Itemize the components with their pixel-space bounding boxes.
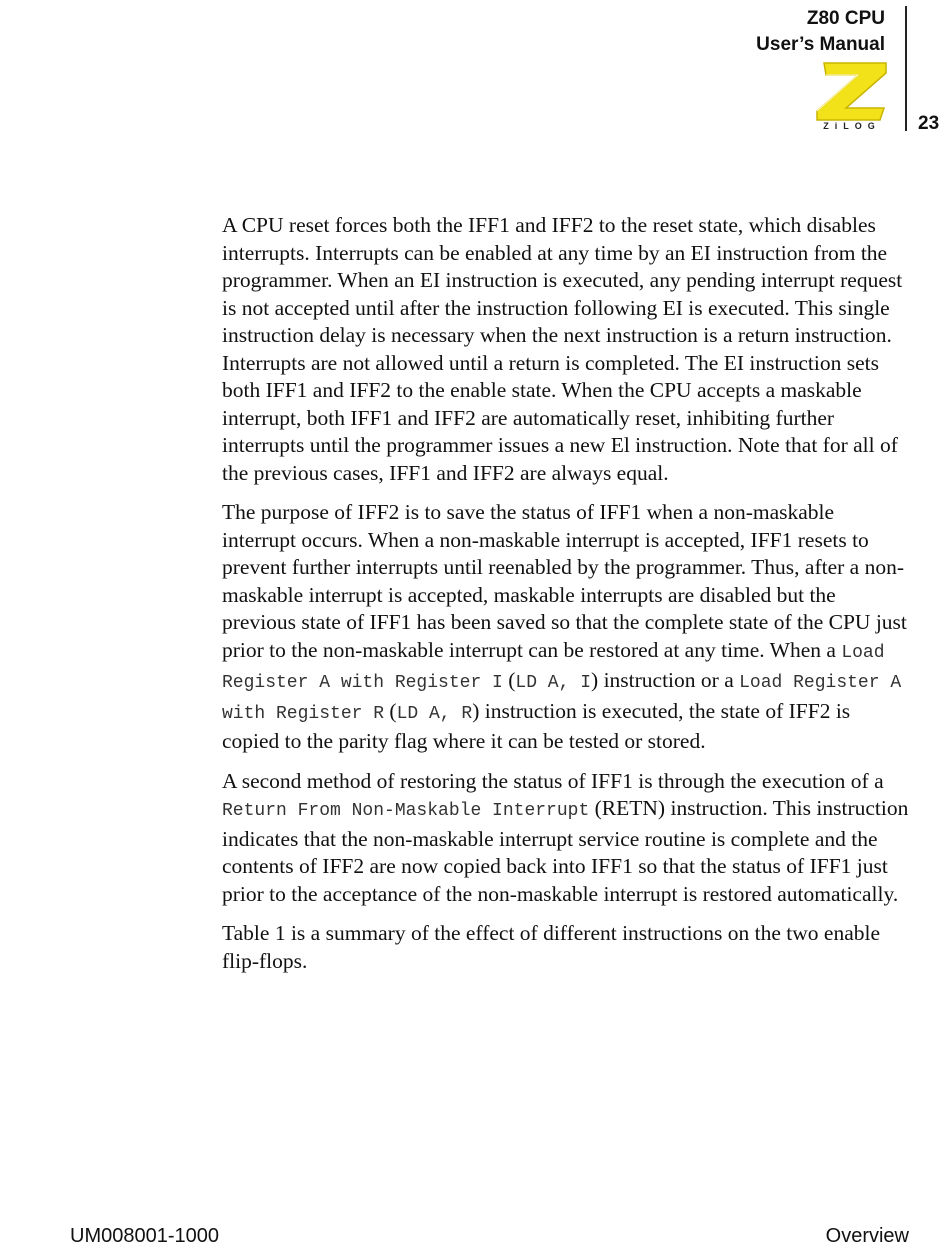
code-ld-a-r: LD A, R bbox=[396, 703, 473, 724]
code-ld-a-i-name: Load Register A with Register I bbox=[222, 642, 885, 693]
paragraph-2-text-5: ) instruction is executed, the state of IFF2 is copied to the parity flag where it can be tested or stored. bbox=[222, 698, 851, 753]
paragraph-1: A CPU reset forces both the IFF1 and IFF2 to the reset state, which disables interrupts. Interrupts can be enabled at any time by an EI instruction from the programmer. When an EI instruction is executed, any pending interrupt request is not accepted until after the instruction following EI is executed. This single instruction delay is necessary when the next instruction is a return instruction. Interrupts are not allowed until a return is completed. The EI instruction sets both IFF1 and IFF2 to the enable state. When the CPU accepts a maskable interrupt, both IFF1 and IFF2 are automatically reset, inhibiting further interrupts until the programmer issues a new El instruction. Note that for all of the previous cases, IFF1 and IFF2 are always equal. bbox=[222, 213, 903, 485]
paragraph-3 bbox=[222, 768, 912, 909]
body-text bbox=[222, 212, 912, 987]
paragraph-2-text-4: ( bbox=[384, 698, 397, 723]
code-ld-a-i: LD A, I bbox=[515, 673, 592, 693]
paragraph-2-text-2: ( bbox=[502, 668, 516, 692]
zilog-logo bbox=[814, 60, 890, 136]
paragraph-2-text-1: The purpose of IFF2 is to save the status of IFF1 when a non-maskable interrupt occurs. When a non-maskable interrupt is accepted, IFF1 resets to prevent further interrupts until reenabled by the programmer. Thus, after a non-maskable interrupt is accepted, maskable interrupts are disabled but the previous state of IFF1 has been saved so that the complete state of the CPU just prior to the non-maskable interrupt can be restored at any time. When a bbox=[222, 500, 907, 662]
paragraph-2-text-3: ) instruction or a bbox=[591, 668, 740, 692]
running-header bbox=[756, 6, 885, 58]
code-ld-a-r-name: Load Register A with Register R bbox=[222, 673, 902, 724]
paragraph-2 bbox=[222, 499, 912, 756]
header-title-line1: Z80 CPU bbox=[806, 8, 885, 29]
paragraph-4: Table 1 is a summary of the effect of different instructions on the two enable flip-flops. bbox=[222, 921, 881, 973]
footer-section: Overview bbox=[825, 1225, 909, 1247]
code-retn-name: Return From Non-Maskable Interrupt bbox=[222, 801, 590, 821]
logo-caption: ZiLOG bbox=[823, 121, 881, 131]
header-divider bbox=[905, 6, 907, 131]
page-number: 23 bbox=[918, 113, 940, 134]
paragraph-3-text-1: A second method of restoring the status of IFF1 is through the execution of a bbox=[222, 768, 884, 793]
footer-doc-id: UM008001-1000 bbox=[70, 1225, 219, 1247]
header-title-line2: User’s Manual bbox=[756, 34, 885, 55]
zilog-z-icon bbox=[814, 60, 890, 122]
paragraph-3-text-2: (RETN) instruction. This instruction indicates that the non-maskable interrupt service routine is complete and the contents of IFF2 are now copied back into IFF1 so that the status of IFF1 just prior to the acceptance of the non-maskable interrupt is restored automatically. bbox=[222, 796, 909, 906]
